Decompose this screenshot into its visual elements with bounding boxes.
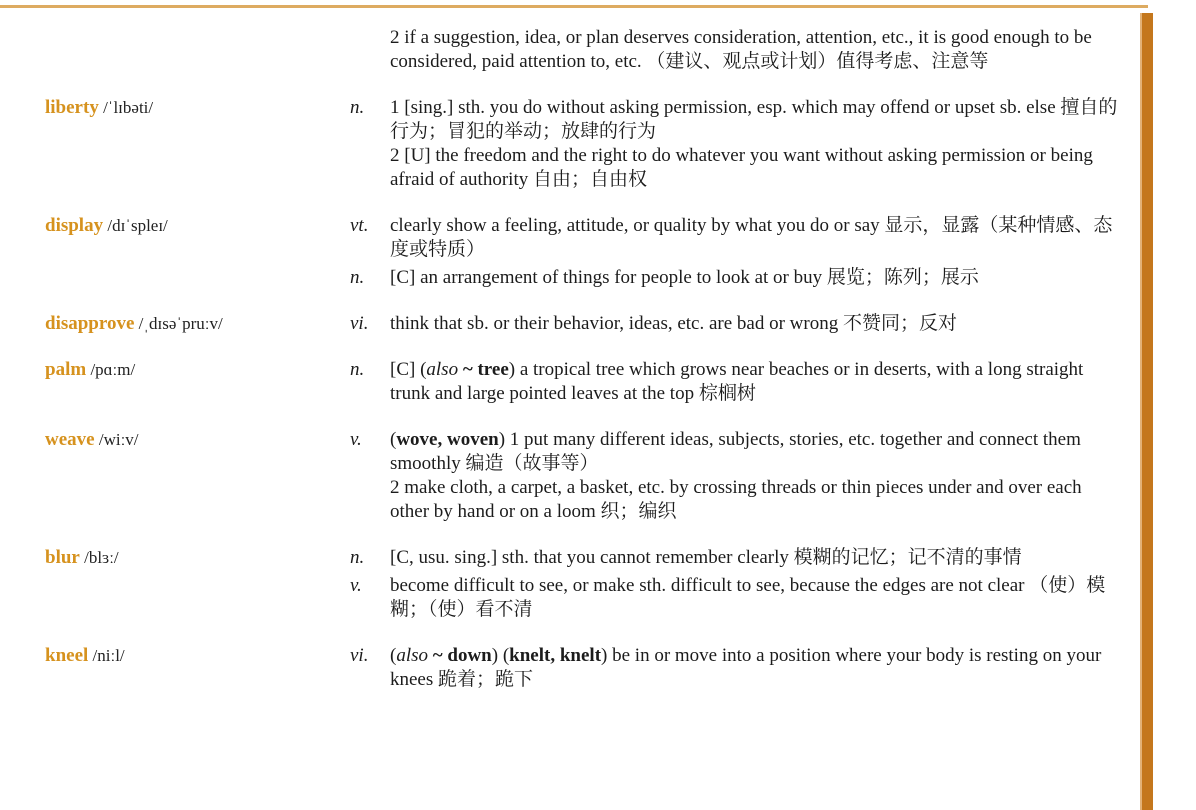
part-of-speech-label: n. xyxy=(350,267,365,288)
entry-body xyxy=(350,312,1125,336)
definition-text-run: ~ tree xyxy=(462,359,509,380)
definition-text-run: wove, woven xyxy=(396,429,499,450)
definition-text-run: clearly show a feeling, attitude, or quality by what you do or say 显示，显露（某种情感、态度或特质） xyxy=(390,215,1113,260)
sense-block xyxy=(350,266,1125,290)
entry-body xyxy=(350,358,1125,406)
definition-text-run: [C] ( xyxy=(390,359,427,380)
definition-paragraph xyxy=(390,214,1125,262)
definition-cell xyxy=(390,644,1125,692)
headword: weave xyxy=(45,429,95,450)
dictionary-entry xyxy=(45,644,1125,692)
page-top-border xyxy=(0,5,1148,8)
sense-block xyxy=(350,428,1125,524)
definition-text-run: 2 [U] the freedom and the right to do whatever you want without asking permission or being afraid of authority 自由；自由权 xyxy=(390,145,1093,190)
definition-text-run: knelt, knelt xyxy=(509,645,602,666)
definition-text-run: [C, usu. sing.] sth. that you cannot remember clearly 模糊的记忆；记不清的事情 xyxy=(390,547,1022,568)
phonetic-transcription: /wiːv/ xyxy=(94,430,139,449)
definition-paragraph xyxy=(390,428,1125,476)
definition-paragraph xyxy=(390,266,1125,290)
headword: display xyxy=(45,215,104,236)
dictionary-entry xyxy=(45,358,1125,406)
dictionary-entry xyxy=(45,26,1125,74)
definition-cell xyxy=(390,312,1125,336)
definition-text-run: 2 make cloth, a carpet, a basket, etc. by crossing threads or thin pieces under and over each other by hand or on a loom 织；编织 xyxy=(390,477,1082,522)
sense-block xyxy=(350,574,1125,622)
definition-text-run: 2 if a suggestion, idea, or plan deserves consideration, attention, etc., it is good enough to be considered, paid attention to, etc. （建议、观点或计划）值得考虑、注意等 xyxy=(390,27,1092,72)
definition-paragraph xyxy=(390,546,1125,570)
dictionary-entry xyxy=(45,312,1125,336)
headword-cell xyxy=(45,214,350,238)
definition-cell xyxy=(390,546,1125,570)
headword-cell xyxy=(45,358,350,382)
headword-cell xyxy=(45,428,350,452)
dictionary-entry xyxy=(45,96,1125,192)
part-of-speech-label: vi. xyxy=(350,313,369,334)
definition-cell xyxy=(390,96,1125,192)
definition-paragraph xyxy=(390,358,1125,406)
phonetic-transcription: /pɑːm/ xyxy=(86,360,136,379)
entries-list xyxy=(45,26,1125,692)
sense-block xyxy=(350,358,1125,406)
headword-cell xyxy=(45,546,350,570)
dictionary-entry xyxy=(45,214,1125,290)
part-of-speech-label: n. xyxy=(350,359,365,380)
part-of-speech-label: vt. xyxy=(350,215,369,236)
entry-body xyxy=(350,428,1125,524)
definition-text-run: ~ down xyxy=(432,645,492,666)
definition-text-run: ) ( xyxy=(491,645,510,666)
definition-text-run: ( xyxy=(390,429,397,450)
headword: palm xyxy=(45,359,87,380)
entry-body xyxy=(350,96,1125,192)
definition-cell xyxy=(390,574,1125,622)
entry-body xyxy=(350,546,1125,622)
dictionary-entry xyxy=(45,546,1125,622)
definition-text-run: also xyxy=(426,359,459,380)
definition-text-run: ) be in or move into a position where your body is resting on your knees 跪着；跪下 xyxy=(390,645,1102,690)
entry-body xyxy=(350,644,1125,692)
headword: kneel xyxy=(45,645,89,666)
definition-text-run: ) 1 put many different ideas, subjects, stories, etc. together and connect them smoothly 编造（故事等） xyxy=(390,429,1081,474)
definition-paragraph xyxy=(390,144,1125,192)
definition-paragraph xyxy=(390,26,1125,74)
sense-block xyxy=(350,26,1125,74)
definition-text-run: think that sb. or their behavior, ideas, etc. are bad or wrong 不赞同；反对 xyxy=(390,313,957,334)
sense-block xyxy=(350,312,1125,336)
phonetic-transcription: /dɪˈspleɪ/ xyxy=(103,216,168,235)
headword-cell xyxy=(45,312,350,336)
definition-text-run: become difficult to see, or make sth. difficult to see, because the edges are not clear （使）模糊；（使）看不清 xyxy=(390,575,1106,620)
page-right-edge-bar xyxy=(1140,13,1153,810)
definition-cell xyxy=(390,26,1125,74)
definition-text-run: ) a tropical tree which grows near beaches or in deserts, with a long straight trunk and large pointed leaves at the top 棕榈树 xyxy=(390,359,1084,404)
definition-paragraph xyxy=(390,476,1125,524)
definition-paragraph xyxy=(390,96,1125,144)
headword: blur xyxy=(45,547,80,568)
phonetic-transcription: /blɜː/ xyxy=(79,548,119,567)
headword: liberty xyxy=(45,97,99,118)
part-of-speech-label: v. xyxy=(350,429,362,450)
headword-cell xyxy=(45,96,350,120)
definition-text-run: ( xyxy=(390,645,397,666)
definition-cell xyxy=(390,266,1125,290)
definition-text-run: also xyxy=(396,645,429,666)
definition-paragraph xyxy=(390,574,1125,622)
part-of-speech-label: v. xyxy=(350,575,362,596)
part-of-speech-label: vi. xyxy=(350,645,369,666)
sense-block xyxy=(350,214,1125,262)
part-of-speech-label: n. xyxy=(350,547,365,568)
definition-cell xyxy=(390,214,1125,262)
entry-body xyxy=(350,214,1125,290)
sense-block xyxy=(350,546,1125,570)
definition-paragraph xyxy=(390,312,1125,336)
phonetic-transcription: /niːl/ xyxy=(88,646,125,665)
definition-cell xyxy=(390,428,1125,524)
definition-cell xyxy=(390,358,1125,406)
dictionary-entry xyxy=(45,428,1125,524)
part-of-speech-label: n. xyxy=(350,97,365,118)
phonetic-transcription: /ˈlɪbəti/ xyxy=(98,98,154,117)
sense-block xyxy=(350,644,1125,692)
headword-cell xyxy=(45,644,350,668)
definition-text-run: 1 [sing.] sth. you do without asking permission, esp. which may offend or upset sb. else 擅自的行为；冒犯的举动；放肆的行为 xyxy=(390,97,1118,142)
sense-block xyxy=(350,96,1125,192)
definition-text-run: [C] an arrangement of things for people to look at or buy 展览；陈列；展示 xyxy=(390,267,979,288)
phonetic-transcription: /ˌdɪsəˈpruːv/ xyxy=(134,314,223,333)
entry-body xyxy=(350,26,1125,74)
definition-paragraph xyxy=(390,644,1125,692)
headword: disapprove xyxy=(45,313,135,334)
